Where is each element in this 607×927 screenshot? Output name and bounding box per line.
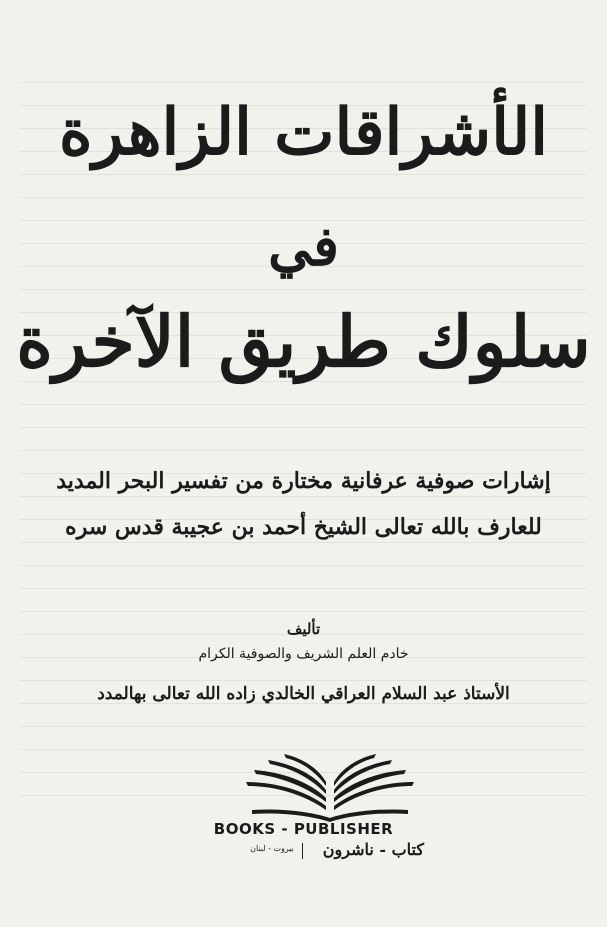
- author-description: خادم العلم الشريف والصوفية الكرام: [198, 646, 409, 662]
- publisher-city: بيروت - لبنان: [250, 844, 294, 853]
- subtitle-line-2: للعارف بالله تعالى الشيخ أحمد بن عجيبة قدس سره: [65, 514, 542, 540]
- open-book-icon: [242, 752, 418, 822]
- author-name: الأستاذ عبد السلام العراقي الخالدي زاده الله تعالى بهالمدد: [97, 684, 510, 704]
- author-label: تأليف: [286, 620, 321, 638]
- book-title-line-1: الأشراقات الزاهرة: [58, 95, 549, 170]
- publisher-imprint: [244, 840, 424, 862]
- book-title-line-2: في: [268, 214, 339, 278]
- subtitle-line-1: إشارات صوفية عرفانية مختارة من تفسير البحر المديد: [56, 468, 551, 494]
- publisher-name-english: BOOKS - PUBLISHER: [213, 820, 394, 838]
- publisher-name-arabic: كتاب - ناشرون: [322, 840, 424, 859]
- divider: [302, 843, 303, 859]
- book-title-line-3: سلوك طريق الآخرة: [16, 300, 591, 383]
